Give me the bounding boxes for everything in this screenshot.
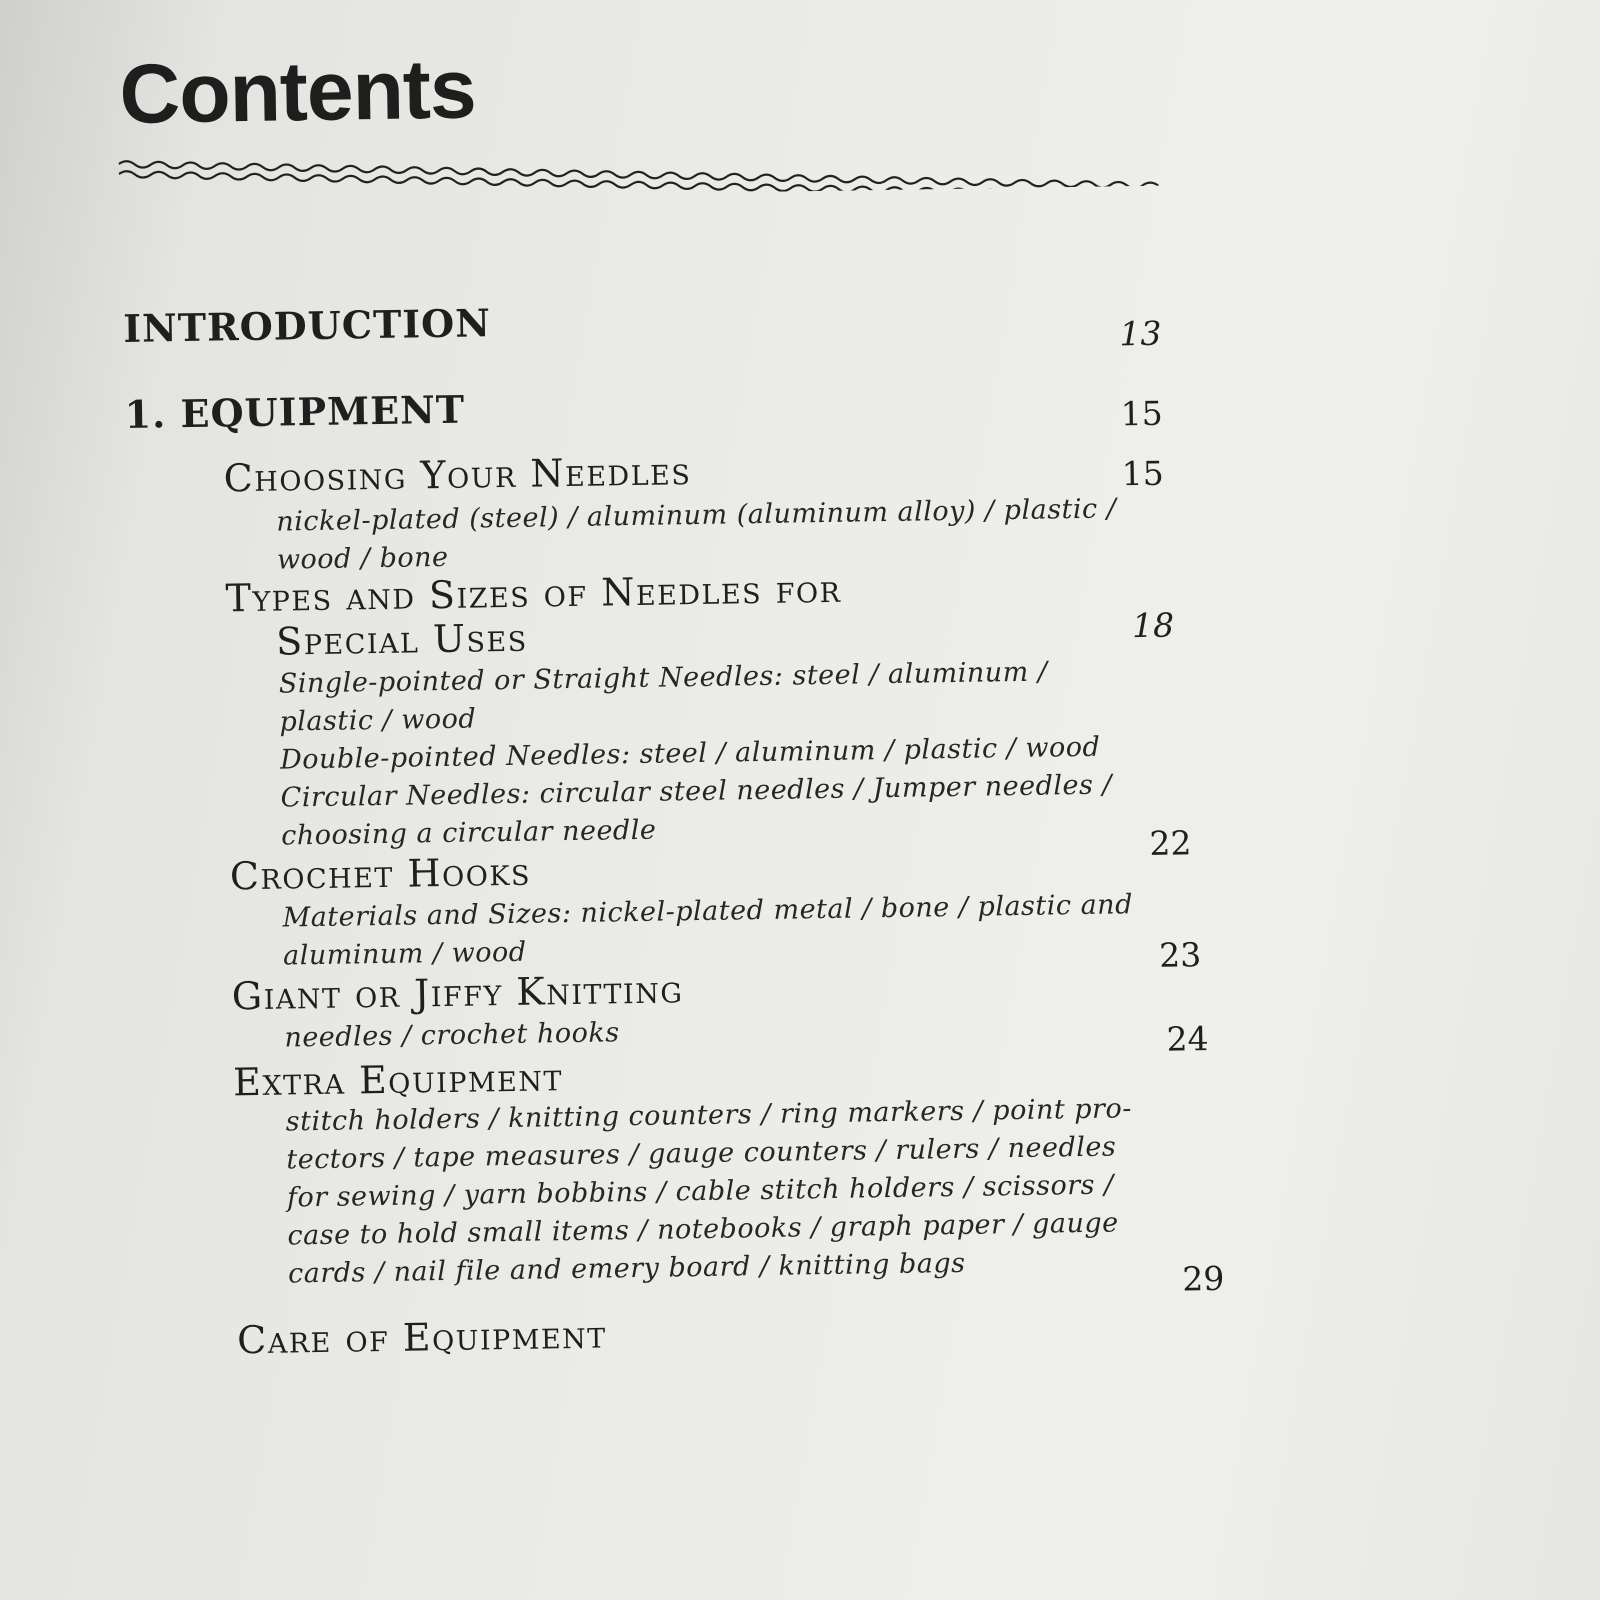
page-title: Contents	[118, 41, 477, 141]
subitem-line: wood / bone	[276, 541, 449, 576]
toc-entry-types-sizes-cont: Special Uses	[275, 615, 528, 664]
subitem-line: plastic / wood	[279, 703, 477, 738]
subitem-line: Double-pointed Needles: steel / aluminum / plastic / wood	[279, 731, 1101, 776]
toc-subitems-types-sizes	[279, 652, 1122, 855]
toc-entry-extra-equipment: Extra Equipment	[232, 1055, 564, 1105]
subitem-line: tectors / tape measures / gauge counters / rulers / needles	[286, 1131, 1117, 1176]
toc-entry-equipment: 1. EQUIPMENT	[124, 386, 466, 437]
subitem-line: Circular Needles: circular steel needles / Jumper needles /	[280, 769, 1113, 814]
toc-entry-types-sizes: Types and Sizes of Needles for	[225, 566, 842, 621]
toc-entry-choosing-needles: Choosing Your Needles	[223, 449, 692, 501]
toc-subitems-extra-equipment	[285, 1090, 1133, 1293]
toc-subitems-choosing-needles	[276, 490, 1117, 579]
toc-page-types-sizes: 18	[1131, 605, 1175, 646]
subitem-line: needles / crochet hooks	[284, 1017, 620, 1054]
toc-page-crochet-hooks: 22	[1149, 823, 1192, 863]
subitem-line: choosing a circular needle	[281, 814, 657, 852]
toc-page-introduction: 13	[1119, 313, 1162, 354]
toc-page-equipment: 15	[1120, 393, 1164, 434]
toc-entry-giant-jiffy: Giant or Jiffy Knitting	[231, 967, 684, 1019]
subitem-line: Materials and Sizes: nickel-plated metal / bone / plastic and	[282, 889, 1134, 934]
subitem-line: aluminum / wood	[282, 936, 527, 972]
toc-subitems-crochet-hooks	[282, 886, 1134, 975]
subitem-line: Single-pointed or Straight Needles: steel / aluminum /	[278, 656, 1048, 700]
toc-page-choosing-needles: 15	[1121, 453, 1164, 494]
toc-entry-care-equipment: Care of Equipment	[236, 1312, 608, 1363]
subitem-line: for sewing / yarn bobbins / cable stitch holders / scissors /	[286, 1169, 1114, 1214]
toc-entry-introduction: INTRODUCTION	[122, 300, 492, 351]
subitem-line: nickel-plated (steel) / aluminum (aluminum alloy) / plastic /	[276, 493, 1117, 538]
toc-page-giant-jiffy: 23	[1158, 935, 1202, 975]
subitem-line: cards / nail file and emery board / knitting bags	[287, 1247, 966, 1290]
subitem-line: case to hold small items / notebooks / graph paper / gauge	[287, 1207, 1119, 1252]
toc-page-extra-equipment: 24	[1166, 1019, 1209, 1059]
toc-page-care-equipment: 29	[1182, 1258, 1225, 1299]
subitem-line: stitch holders / knitting counters / ring markers / point pro-	[285, 1093, 1133, 1138]
toc-entry-crochet-hooks: Crochet Hooks	[229, 849, 532, 899]
wavy-divider-ornament	[119, 136, 1160, 202]
